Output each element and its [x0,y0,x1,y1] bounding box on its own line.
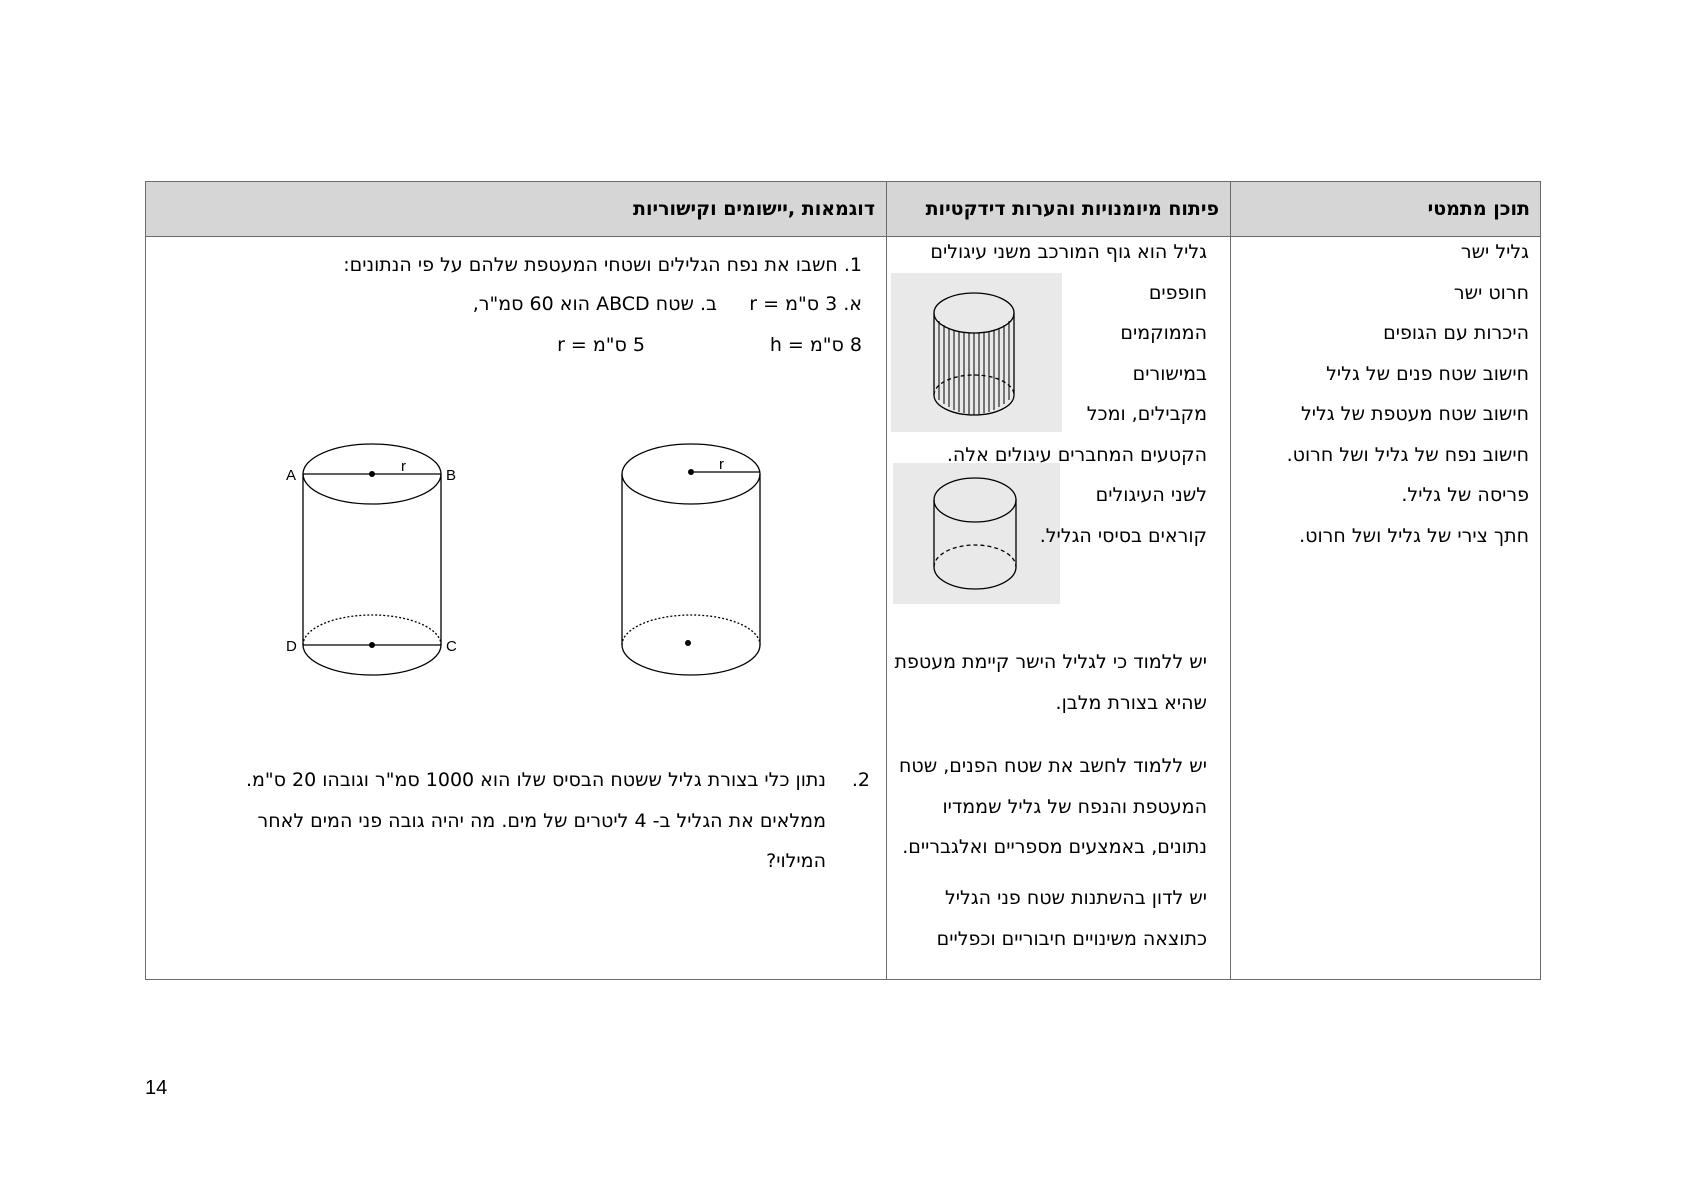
content-item: חישוב שטח מעטפת של גליל [1300,403,1529,425]
didactic-line: מקבילים, ומכל [1086,403,1207,425]
question-1-b-radius: 5 ס"מ = r [557,334,645,356]
page-number: 14 [145,1077,168,1099]
header-content: תוכן מתמטי [1427,198,1530,220]
question-1: 1. חשבו את נפח הגלילים ושטחי המעטפת שלהם על פי הנתונים: [343,254,862,276]
question-2-line-2: ממלאים את הגליל ב- 4 ליטרים של מים. מה יהיה גובה פני המים לאחר [257,810,826,832]
outline-cylinder-figure [893,463,1060,604]
didactic-line: שהיא בצורת מלבן. [1055,692,1207,714]
content-item: חרוט ישר [1453,282,1529,304]
column-divider [1230,182,1231,979]
question-2-line-1: נתון כלי בצורת גליל ששטח הבסיס שלו הוא 1000 סמ"ר וגובהו 20 ס"מ. [245,769,826,791]
curriculum-table [145,181,1541,980]
cylinder-outline-image [893,463,1060,604]
label-r-right: r [719,456,724,473]
cylinder-figures [286,437,831,697]
didactic-line: נתונים, באמצעים מספריים ואלגבריים. [902,836,1207,858]
didactic-line: לשני העיגולים [1095,484,1207,506]
label-d: D [286,638,297,655]
content-item: חתך צירי של גליל ושל חרוט. [1299,525,1529,547]
didactic-line: הקטעים המחברים עיגולים אלה. [946,444,1207,466]
question-1-a-height: 8 ס"מ = h [769,334,862,356]
didactic-line: חופפים [1148,282,1207,304]
question-2-line-3: המילוי? [766,850,826,872]
didactic-line: גליל הוא גוף המורכב משני עיגולים [930,241,1207,263]
content-item: פריסה של גליל. [1401,484,1529,506]
content-item: גליל ישר [1460,241,1529,263]
label-b: B [446,467,457,484]
question-1-b-area: ב. שטח ABCD הוא 60 סמ"ר, [472,293,717,315]
label-c: C [446,638,457,655]
didactic-line: קוראים בסיסי הגליל. [1039,525,1207,547]
question-2-number: 2. [851,769,870,791]
didactic-line: במישורים [1132,363,1207,385]
didactic-line: יש לדון בהשתנות שטח פני הגליל [944,887,1207,909]
hatched-cylinder-figure [891,273,1062,432]
content-item: חישוב שטח פנים של גליל [1326,363,1529,385]
didactic-line: המעטפת והנפח של גליל שממדיו [942,796,1207,818]
didactic-line: הממוקמים [1120,322,1207,344]
didactic-line: יש ללמוד לחשב את שטח הפנים, שטח [898,755,1207,777]
cylinder-hatched-image [891,273,1062,432]
label-a: A [286,467,297,484]
label-r-left: r [401,458,406,475]
column-divider [886,182,887,979]
question-1-a-radius: א. 3 ס"מ = r [749,293,862,315]
content-item: חישוב נפח של גליל ושל חרוט. [1286,444,1529,466]
content-item: היכרות עם הגופים [1383,322,1529,344]
didactic-line: יש ללמוד כי לגליל הישר קיימת מעטפת [894,651,1207,673]
didactic-line: כתוצאה משינויים חיבוריים וכפליים [936,928,1207,950]
header-examples: דוגמאות ,יישומים וקישוריות [633,198,875,220]
header-didactic: פיתוח מיומנויות והערות דידקטיות [925,198,1219,220]
